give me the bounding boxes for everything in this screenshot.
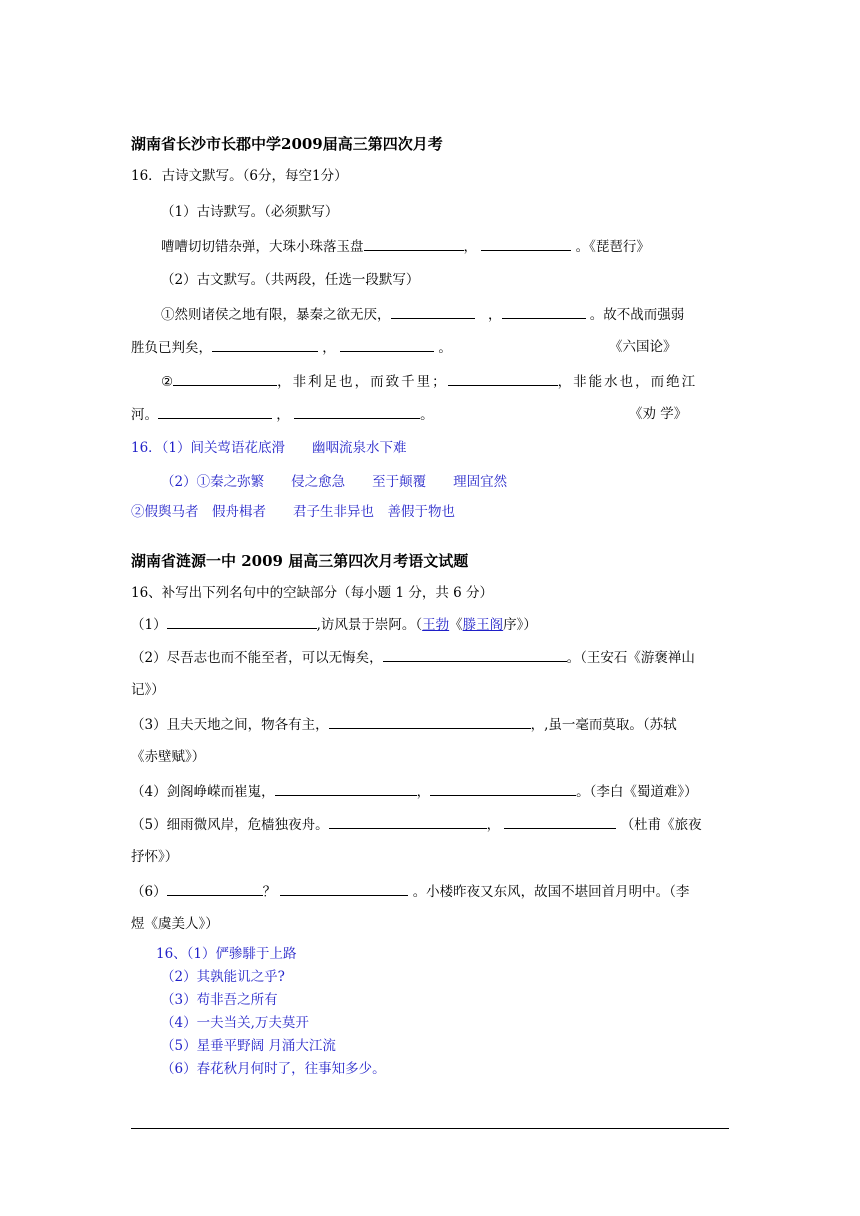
answer-blank xyxy=(364,236,464,251)
answer-item: 16、（1）俨骖騑于上路 xyxy=(156,946,297,962)
prose-text: 。（王安石《游褒禅山 xyxy=(566,650,695,666)
part-3a-line xyxy=(161,371,697,392)
answer-line-1: 16．（1）间关莺语花底滑 幽咽流泉水下难 xyxy=(131,440,407,456)
footer-divider xyxy=(131,1128,729,1129)
prose-text: 胜负已判矣， xyxy=(131,340,212,356)
comma: ， xyxy=(486,817,501,833)
part-1-line xyxy=(161,236,650,257)
q6-line xyxy=(131,881,689,902)
section-title-lianyuan: 湖南省涟源一中 2009 届高三第四次月考语文试题 xyxy=(131,552,469,570)
prose-text: ①然则诸侯之地有限，暴秦之欲无厌， xyxy=(161,307,391,323)
q2-cont: 记》） xyxy=(131,682,165,698)
q4-line xyxy=(131,781,698,802)
prose-text: 。故不战而强弱 xyxy=(589,307,685,323)
answer-blank xyxy=(340,337,434,352)
answer-line-2: （2）①秦之弥繁 侵之愈急 至于颠覆 理固宜然 xyxy=(161,474,508,490)
prose-text: ，,虽一毫而莫取。（苏轼 xyxy=(530,717,677,733)
answer-blank xyxy=(481,236,571,251)
prose-text: 。（李白《蜀道难》） xyxy=(576,784,698,800)
source-liuguolun: 《六国论》 xyxy=(609,339,677,355)
answer-blank xyxy=(158,404,272,419)
bracket: 《 xyxy=(449,617,463,633)
q3-line xyxy=(131,714,677,735)
answer-item: （2）其孰能讥之乎? xyxy=(161,969,285,985)
answer-item: （6）春花秋月何时了，往事知多少。 xyxy=(161,1061,386,1077)
comma: ， xyxy=(488,307,502,323)
answer-blank xyxy=(329,814,487,829)
answer-line-3: ②假舆马者 假舟楫者 君子生非异也 善假于物也 xyxy=(131,504,455,520)
question-16-heading-2: 16、补写出下列名句中的空缺部分（每小题 1 分，共 6 分） xyxy=(131,585,494,601)
prose-text: （3）且夫天地之间，物各有主， xyxy=(131,717,329,733)
answer-blank xyxy=(391,304,475,319)
title-link-tengwangge[interactable]: 滕王阁 xyxy=(462,617,504,633)
answer-item: （4）一夫当关,万夫莫开 xyxy=(161,1015,309,1031)
answer-item: （5）星垂平野阔 月涌大江流 xyxy=(161,1038,336,1054)
answer-blank xyxy=(504,814,616,829)
q5-cont: 抒怀》） xyxy=(131,849,179,865)
prose-text: ,访风景于崇阿。（ xyxy=(316,617,423,633)
author-link-wangbo[interactable]: 王勃 xyxy=(422,617,450,633)
comma: ， xyxy=(322,340,336,356)
document-page xyxy=(131,0,729,1216)
question-16-heading: 16．古诗文默写。（6分，每空1分） xyxy=(131,168,348,184)
answer-blank xyxy=(294,404,420,419)
q3-cont: 《赤壁赋》） xyxy=(131,749,206,765)
prose-text: （杜甫《旅夜 xyxy=(620,817,702,833)
period: 。 xyxy=(420,407,434,423)
answer-blank xyxy=(212,337,318,352)
prose-text: ，非利足也，而致千里； xyxy=(277,374,448,390)
circled-number: ② xyxy=(161,374,174,390)
answer-blank xyxy=(173,371,277,386)
prose-text: 。小楼昨夜又东风，故国不堪回首月明中。（李 xyxy=(412,884,690,900)
q5-line xyxy=(131,814,702,835)
prose-text: （4）剑阁峥嵘而崔嵬， xyxy=(131,784,275,800)
item-number: （6） xyxy=(131,884,167,900)
part-1-heading: （1）古诗默写。（必须默写） xyxy=(161,204,339,220)
answer-blank xyxy=(275,781,417,796)
answer-blank xyxy=(280,881,408,896)
prose-text: ，非能水也，而绝江 xyxy=(557,374,698,390)
answer-blank xyxy=(383,647,567,662)
part-3b-line xyxy=(131,404,434,425)
answer-blank xyxy=(167,614,317,629)
poem-text: 嘈嘈切切错杂弹，大珠小珠落玉盘 xyxy=(161,239,364,255)
answer-blank xyxy=(430,781,576,796)
part-2b-line xyxy=(131,337,452,358)
answer-blank xyxy=(329,714,531,729)
part-2-heading: （2）古文默写。（共两段，任选一段默写） xyxy=(161,272,420,288)
source-citation: 。《琵琶行》 xyxy=(575,239,650,255)
answer-blank xyxy=(448,371,558,386)
q6-cont: 煜《虞美人》） xyxy=(131,916,219,932)
item-number: （1） xyxy=(131,617,167,633)
comma: ， xyxy=(463,239,477,255)
question-mark: ？ xyxy=(262,884,277,900)
answer-blank xyxy=(502,304,586,319)
period: 。 xyxy=(438,340,452,356)
q1-line xyxy=(131,614,537,635)
source-quanxue: 《劝 学》 xyxy=(629,406,688,422)
part-2a-line xyxy=(161,304,684,325)
answer-blank xyxy=(167,881,263,896)
prose-text: 河。 xyxy=(131,407,158,423)
section-title-changjun: 湖南省长沙市长郡中学2009届高三第四次月考 xyxy=(131,135,443,153)
prose-text: （5）细雨微风岸，危樯独夜舟。 xyxy=(131,817,329,833)
comma: ， xyxy=(276,407,290,423)
q2-line xyxy=(131,647,695,668)
prose-text: （2）尽吾志也而不能至者，可以无悔矣， xyxy=(131,650,383,666)
answer-item: （3）苟非吾之所有 xyxy=(161,992,278,1008)
comma: ， xyxy=(416,784,431,800)
prose-text: 序》） xyxy=(503,617,537,633)
